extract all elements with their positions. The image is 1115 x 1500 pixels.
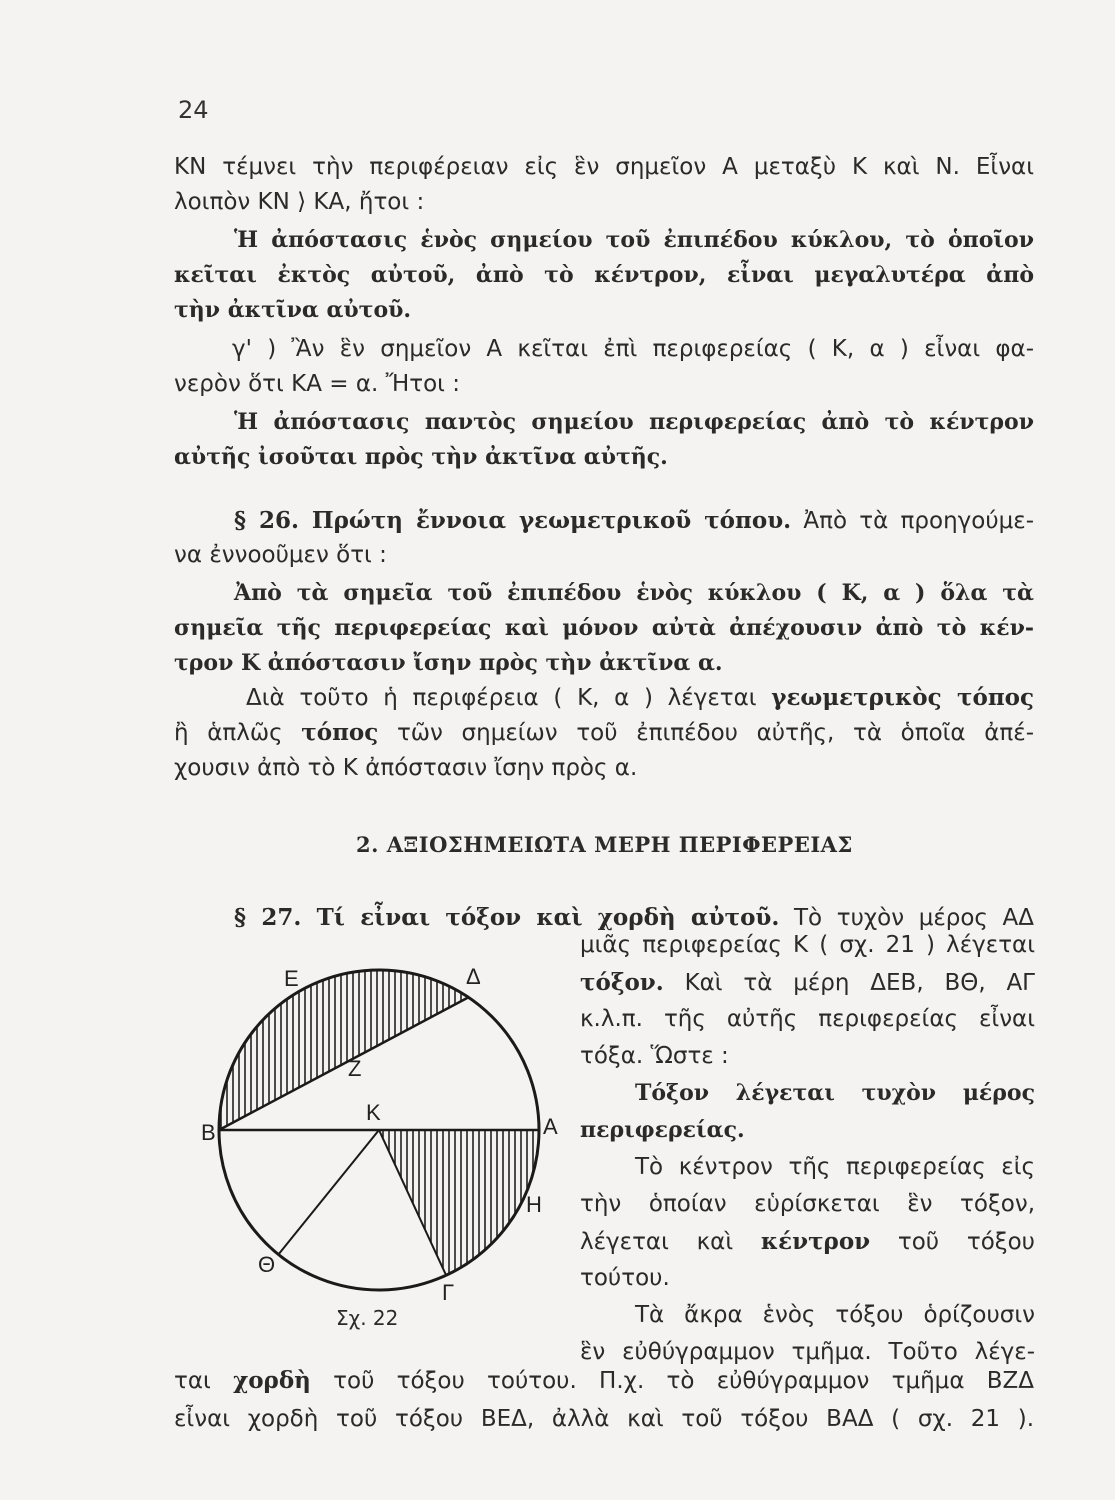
text-line: αὐτῆς ἰσοῦται πρὸς τὴν ἀκτῖνα αὐτῆς. [174,444,668,470]
text-line: Ἡ ἀπόστασις παντὸς σημείου περιφερείας ἀπὸ τὸ κέντρον [234,409,1034,435]
chapter-heading: 2. ΑΞΙΟΣΗΜΕΙΩΤΑ ΜΕΡΗ ΠΕΡΙΦΕΡΕΙΑΣ [356,832,853,857]
text-line: § 27. Τί εἶναι τόξον καὶ χορδὴ αὐτοῦ. Τὸ τυχὸν μέρος ΑΔ [234,904,1035,931]
text-line: ἓν εὐθύγραμμον τμῆμα. Τοῦτο λέγε- [580,1339,1035,1365]
text-line: γ' ) Ἂν ἓν σημεῖον Α κεῖται ἐπὶ περιφερείας ( Κ, α ) εἶναι φα- [232,336,1034,362]
text-line: ται χορδὴ τοῦ τόξου τούτου. Π.χ. τὸ εὐθύγραμμον τμῆμα ΒΖΔ [174,1367,1035,1394]
text-line: λέγεται καὶ κέντρον τοῦ τόξου [580,1228,1035,1255]
figure-circle-arcs [196,950,576,1340]
section-26 [174,503,1034,573]
label-epsilon: Ε [284,966,299,991]
paragraph-gamma [174,332,1034,402]
text-line: να ἐννοοῦμεν ὅτι : [174,542,387,568]
text-line: σημεῖα τῆς περιφερείας καὶ μόνον αὐτὰ ἀπέχουσιν ἀπὸ τὸ κέν- [174,615,1034,641]
rule-point-on-circle [174,404,1034,474]
figure-caption: Σχ. 22 [336,1306,399,1330]
section-26-title: § 26. Πρώτη ἔννοια γεωμετρικοῦ τόπου. [234,507,792,534]
text-line: ἢ ἁπλῶς τόπος τῶν σημείων τοῦ ἐπιπέδου αὐτῆς, τὰ ὁποῖα ἀπέ- [174,719,1034,746]
page-number: 24 [178,96,209,124]
text-line: τόξον. Καὶ τὰ μέρη ΔΕΒ, ΒΘ, ΑΓ [580,969,1035,996]
text-line: Ἀπὸ τὰ σημεῖα τοῦ ἐπιπέδου ἑνὸς κύκλου ( Κ, α ) ὅλα τὰ [234,580,1034,606]
text-line: λοιπὸν ΚΝ ⟩ ΚΑ, ἤτοι : [174,189,425,215]
label-delta: Δ [466,964,481,989]
section-27-closing [174,1362,1034,1438]
text-line: τούτου. [580,1265,670,1291]
text-line: Τὸ κέντρον τῆς περιφερείας εἰς [635,1154,1035,1180]
paragraph-locus-definition [174,680,1034,785]
text-line: § 26. Πρώτη ἔννοια γεωμετρικοῦ τόπου. Ἀπὸ τὰ προηγούμε- [234,507,1035,534]
text-line: τόξα. Ὥστε : [580,1043,729,1069]
text-line: κ.λ.π. τῆς αὐτῆς περιφερείας εἶναι [580,1006,1035,1032]
label-zeta: Ζ [348,1056,362,1081]
text-line: χουσιν ἀπὸ τὸ Κ ἀπόστασιν ἴσην πρὸς α. [174,755,638,781]
label-eta: Η [526,1192,542,1217]
rule-locus [174,575,1034,680]
text-line: τὴν ἀκτῖνα αὐτοῦ. [174,297,412,323]
text-line: κεῖται ἐκτὸς αὐτοῦ, ἀπὸ τὸ κέντρον, εἶναι μεγαλυτέρα ἀπὸ [174,262,1034,288]
label-gamma: Γ [442,1280,455,1305]
label-theta: Θ [258,1252,276,1277]
text-line: τρον Κ ἀπόστασιν ἴσην πρὸς τὴν ἀκτῖνα α. [174,650,723,676]
label-kappa: Κ [366,1100,381,1125]
paragraph-intro [174,150,1034,220]
rule-exterior-point [174,222,1034,327]
text-line: Διὰ τοῦτο ἡ περιφέρεια ( Κ, α ) λέγεται γεωμετρικὸς τόπος [246,684,1035,711]
circle-diagram [196,950,576,1340]
text-line: νερὸν ὅτι ΚΑ = α. Ἤτοι : [174,371,460,397]
hatched-segment-upper [219,969,469,1130]
text-line: εἶναι χορδὴ τοῦ τόξου ΒΕΔ, ἀλλὰ καὶ τοῦ τόξου ΒΑΔ ( σχ. 21 ). [174,1406,1034,1432]
section-27-title: § 27. Τί εἶναι τόξον καὶ χορδὴ αὐτοῦ. [234,904,780,931]
section-27-right-column [580,927,1035,1371]
text-line: ΚΝ τέμνει τὴν περιφέρειαν εἰς ἓν σημεῖον Α μεταξὺ Κ καὶ Ν. Εἶναι [174,154,1034,180]
text-line: μιᾶς περιφερείας Κ ( σχ. 21 ) λέγεται [580,932,1035,958]
text-line: Τόξον λέγεται τυχὸν μέρος [635,1080,1035,1106]
text-line: τὴν ὁποίαν εὑρίσκεται ἓν τόξον, [580,1191,1035,1217]
label-beta: Β [201,1120,216,1145]
label-alpha: Α [543,1114,558,1139]
text-line: Τὰ ἄκρα ἑνὸς τόξου ὁρίζουσιν [635,1302,1035,1328]
text-line: Ἡ ἀπόστασις ἑνὸς σημείου τοῦ ἐπιπέδου κύκλου, τὸ ὁποῖον [234,227,1034,253]
text-line: περιφερείας. [580,1117,745,1143]
hatched-sector-lower [379,1130,539,1275]
radius-k-theta [278,1130,379,1255]
